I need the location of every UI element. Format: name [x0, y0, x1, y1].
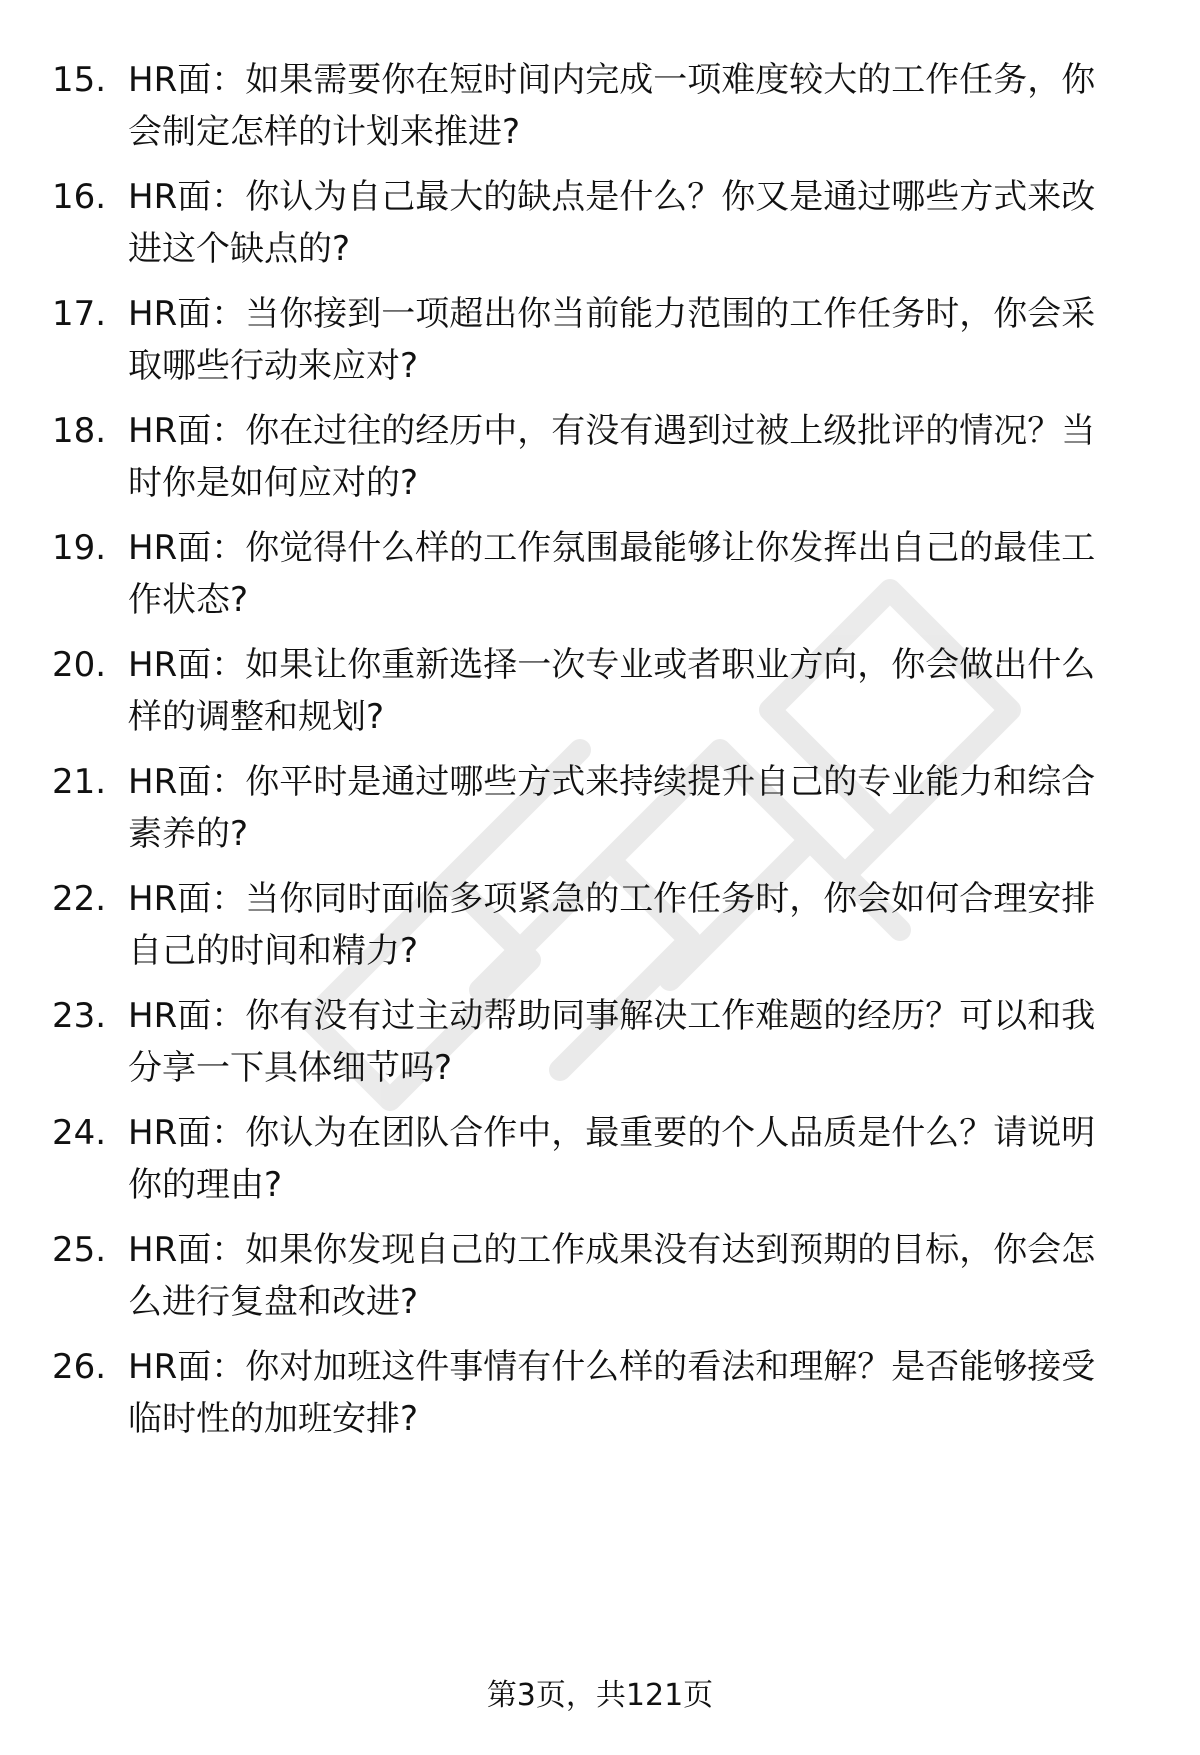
- question-number: 21.: [52, 762, 107, 802]
- question-line: 么进行复盘和改进?: [128, 1282, 419, 1322]
- question-number: 19.: [52, 528, 107, 568]
- question-item: [0, 1341, 1200, 1451]
- question-number: 15.: [52, 60, 107, 100]
- question-line: HR面：如果你发现自己的工作成果没有达到预期的目标，你会怎: [128, 1230, 1096, 1270]
- question-line: 进这个缺点的?: [128, 229, 351, 269]
- question-number: 25.: [52, 1230, 107, 1270]
- question-item: [0, 639, 1200, 749]
- question-number: 16.: [52, 177, 107, 217]
- question-text: [128, 639, 1160, 743]
- question-number: 20.: [52, 645, 107, 685]
- question-item: [0, 756, 1200, 866]
- question-line: HR面：你有没有过主动帮助同事解决工作难题的经历？可以和我: [128, 996, 1096, 1036]
- question-line: 临时性的加班安排?: [128, 1399, 419, 1439]
- question-line: HR面：你在过往的经历中，有没有遇到过被上级批评的情况？当: [128, 411, 1096, 451]
- question-line: 自己的时间和精力?: [128, 931, 419, 971]
- question-text: [128, 990, 1160, 1094]
- question-line: 取哪些行动来应对?: [128, 346, 419, 386]
- question-text: [128, 171, 1160, 275]
- question-line: HR面：如果让你重新选择一次专业或者职业方向，你会做出什么: [128, 645, 1096, 685]
- question-text: [128, 405, 1160, 509]
- question-item: [0, 405, 1200, 515]
- page-footer: [0, 1676, 1200, 1716]
- question-item: [0, 1224, 1200, 1334]
- question-text: [128, 1224, 1160, 1328]
- question-number: 24.: [52, 1113, 107, 1153]
- question-item: [0, 522, 1200, 632]
- question-line: HR面：你对加班这件事情有什么样的看法和理解？是否能够接受: [128, 1347, 1096, 1387]
- question-text: [128, 288, 1160, 392]
- question-number: 22.: [52, 879, 107, 919]
- question-text: [128, 1341, 1160, 1445]
- question-item: [0, 288, 1200, 398]
- question-text: [128, 54, 1160, 158]
- question-number: 23.: [52, 996, 107, 1036]
- question-line: HR面：你觉得什么样的工作氛围最能够让你发挥出自己的最佳工: [128, 528, 1096, 568]
- question-item: [0, 54, 1200, 164]
- question-item: [0, 873, 1200, 983]
- question-line: 会制定怎样的计划来推进?: [128, 112, 521, 152]
- question-line: HR面：你平时是通过哪些方式来持续提升自己的专业能力和综合: [128, 762, 1096, 802]
- question-line: 作状态?: [128, 580, 249, 620]
- question-number: 18.: [52, 411, 107, 451]
- question-text: [128, 522, 1160, 626]
- question-number: 17.: [52, 294, 107, 334]
- question-line: 时你是如何应对的?: [128, 463, 419, 503]
- question-text: [128, 756, 1160, 860]
- question-line: 样的调整和规划?: [128, 697, 385, 737]
- question-item: [0, 171, 1200, 281]
- question-line: 你的理由?: [128, 1165, 283, 1205]
- page-number-label: 第3页，共121页: [486, 1678, 714, 1713]
- question-line: HR面：当你接到一项超出你当前能力范围的工作任务时，你会采: [128, 294, 1096, 334]
- question-item: [0, 1107, 1200, 1217]
- question-line: HR面：当你同时面临多项紧急的工作任务时，你会如何合理安排: [128, 879, 1096, 919]
- question-line: 素养的?: [128, 814, 249, 854]
- question-number: 26.: [52, 1347, 107, 1387]
- question-line: HR面：你认为自己最大的缺点是什么？你又是通过哪些方式来改: [128, 177, 1096, 217]
- question-line: HR面：你认为在团队合作中，最重要的个人品质是什么？请说明: [128, 1113, 1096, 1153]
- question-item: [0, 990, 1200, 1100]
- question-line: 分享一下具体细节吗?: [128, 1048, 453, 1088]
- question-text: [128, 1107, 1160, 1211]
- question-text: [128, 873, 1160, 977]
- question-line: HR面：如果需要你在短时间内完成一项难度较大的工作任务，你: [128, 60, 1096, 100]
